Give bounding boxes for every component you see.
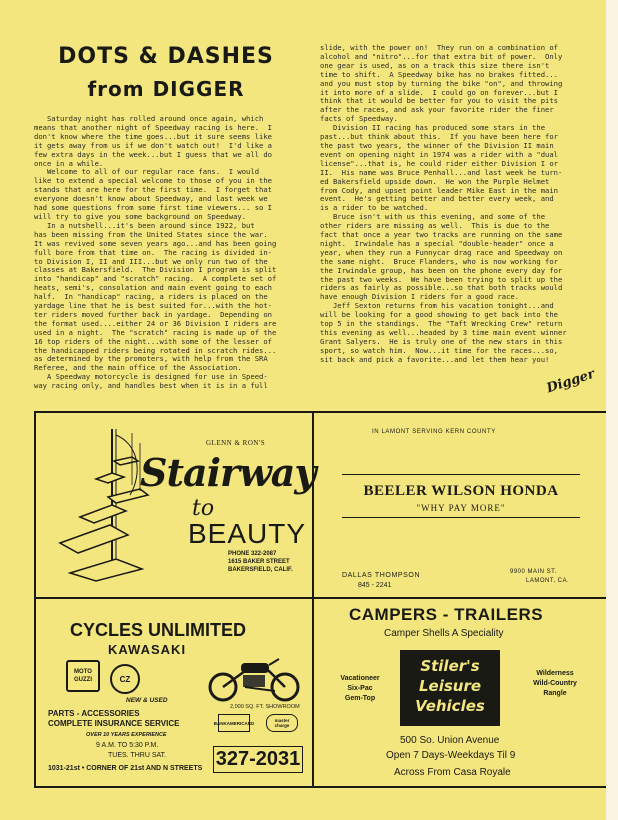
campers-title: CAMPERS - TRAILERS [349, 605, 544, 624]
stairway-city: BAKERSFIELD, CALIF. [228, 567, 293, 573]
stairway-to: to [192, 496, 215, 521]
beeler-banner [342, 474, 580, 518]
cycles-showroom: 2,000 SQ. FT. SHOWROOM [230, 704, 300, 710]
campers-subtitle: Camper Shells A Speciality [384, 628, 504, 639]
cycles-corner: 1031-21st • CORNER OF 21st AND N STREETS [48, 765, 203, 772]
cycles-insurance: COMPLETE INSURANCE SERVICE [48, 719, 180, 728]
article-title [36, 44, 296, 101]
stairway-beauty: BEAUTY [188, 518, 307, 549]
article-title-line1: DOTS & DASHES [58, 44, 274, 69]
brand-item: Wild-Country [533, 680, 577, 687]
cycles-new-used: NEW & USED [126, 697, 168, 704]
divider-bottom [34, 786, 608, 788]
campers-brands-right [520, 669, 590, 699]
bankamericard-badge: BANKAMERICARD [218, 714, 250, 732]
cycles-title: CYCLES UNLIMITED [70, 620, 247, 640]
brand-item: Vacationeer [340, 675, 380, 682]
beeler-contact-phone: 845 - 2241 [358, 582, 392, 589]
author-signature: Digger [544, 366, 597, 397]
cycles-phone: 327-2031 [213, 746, 303, 773]
article-column-right: slide, with the power on! They run on a combination of alcohol and "nitro"...for that extra bit of power. Only one gear is used, as on a track this size there isn't time to shift. A Speedway bike has no brakes fitted... and you must stop by turning the bike "on", and throwing it into more of a slide. I could go on forever...but I think that it would be better for you to visit the pits after the races, and ask your favorite rider the finer facts of Speedway. Division II racing has produced some stars in the past...but think about this. If you have been here for the past two years, the winner of the Division II main event on opening night in 1974 was a rider with a "dual license"...that is, he could rider either Division I or II. His name was Bruce Penhall...and last week he turn- ed Bakersfield upside down. He won the Purple Helmet from Cody, and upset point leader Mike East in the main event. He's getting better and better every week, and is a rider to be watched. Bruce isn't with us this evening, and some of the other riders are missing as well. This is due to the fact that once a year two tracks are running on the same night. Irwindale has a special "double-header" once a year, when they run a Funnycar drag race and Speedway on the same night. Bruce Flanders, who is now working for the Irwindale group, has been on the phone every day for the past two weeks. We have been trying to split up the riders as fairly as possible...so that both tracks would have enough Division I riders for a good race. Jeff Sexton returns from his vacation tonight...and will be looking for a good showing to get back into the top 5 in the standings. The "Taft Wrecking Crew" return this evening as well...headed by 3 time main event winner Grant Salyers. He is truly one of the new stars in this sport, so watch him. Now...it time for the races...so, sit back and pick a favorite...and let them hear you! [320, 43, 567, 364]
stilers-line1: Stiler's [420, 657, 480, 675]
stilers-logo-box [400, 650, 500, 726]
cycles-parts: PARTS - ACCESSORIES [48, 709, 140, 718]
campers-hours: Open 7 Days-Weekdays Til 9 [386, 750, 516, 761]
cycles-hours: 9 A.M. TO 5:30 P.M. [96, 742, 159, 749]
cycles-days: TUES. THRU SAT. [108, 752, 167, 759]
brand-item: Gem-Top [344, 695, 376, 702]
brand-item: Wilderness [536, 670, 574, 677]
beeler-contact-name: DALLAS THOMPSON [342, 572, 421, 579]
divider-top [34, 411, 608, 413]
campers-brands-left [330, 674, 390, 704]
article-title-line2: from DIGGER [87, 77, 245, 101]
stairway-phone: PHONE 322-2087 [228, 551, 277, 557]
brand-item: Six-Pac [347, 685, 373, 692]
beeler-name: BEELER WILSON HONDA [363, 483, 559, 499]
beeler-address: 9900 MAIN ST. [510, 569, 557, 575]
spiral-staircase-illustration [50, 425, 160, 585]
divider-middle [34, 597, 608, 599]
stilers-line2: Leisure [418, 677, 482, 695]
stilers-line3: Vehicles [415, 697, 485, 715]
master-charge-badge: master charge [266, 714, 298, 732]
divider-left-edge [34, 411, 36, 788]
cycles-experience: OVER 10 YEARS EXPERIENCE [86, 732, 167, 738]
stairway-script: Stairway [140, 450, 316, 495]
cycles-brand: KAWASAKI [108, 642, 187, 657]
article-column-left: Saturday night has rolled around once again, which means that another night of Speedway racing is here. I don't know where the time goes...but it sure seems like it gets away from us if we don't watch out! I'd like a few extra days in the week...but I guess that we all do once in a while. Welcome to all of our regular race fans. I would like to extend a special welcome to those of you in the stands that are here for the first time. I forget that everyone doesn't know about Speedway, and last week we had some questions from some first time viewers... so I will try to give you some background on Speedway. In a nutshell...it's been around since 1922, but has been missing from the United States since the war. It was revived some seven years ago...and has been going full bore from that time on. The racing is divided in- to Division I, II and III...but we only run two of the classes at Bakersfield. The Division I program is split into "handicap" and "scratch" racing. A complete set of heats, semi's, consolation and main event going to each half. In "handicap" racing, a riders is placed on the yardage line that he is best suited for...with the hot- ter riders moved further back in yardage. Depending on the format used....either 24 or 36 Division I riders are used in a night. The "scratch" racing is made up of the 16 top riders of the night...with some of the lesser of the handicapped riders being rotated in scratch rides... as determined by the promoters, with help from the SRA Referee, and the main office of the Association. A Speedway motorcycle is designed for use in Speed- way racing only, and handles best when it is in a full [34, 114, 277, 391]
page-binding-edge [606, 0, 618, 820]
brand-item: Rangle [543, 690, 567, 697]
campers-landmark: Across From Casa Royale [394, 767, 511, 778]
stairway-address: 1615 BAKER STREET [228, 559, 290, 565]
motorcycle-photo [205, 651, 303, 704]
stairway-owners: GLENN & RON'S [206, 439, 266, 447]
beeler-location: IN LAMONT SERVING KERN COUNTY [372, 429, 496, 435]
beeler-city: LAMONT, CA. [526, 578, 570, 584]
cz-logo: CZ [110, 664, 140, 694]
campers-address: 500 So. Union Avenue [400, 735, 500, 746]
beeler-tagline: "WHY PAY MORE" [416, 503, 506, 513]
moto-guzzi-logo: MOTO GUZZI [66, 660, 100, 692]
